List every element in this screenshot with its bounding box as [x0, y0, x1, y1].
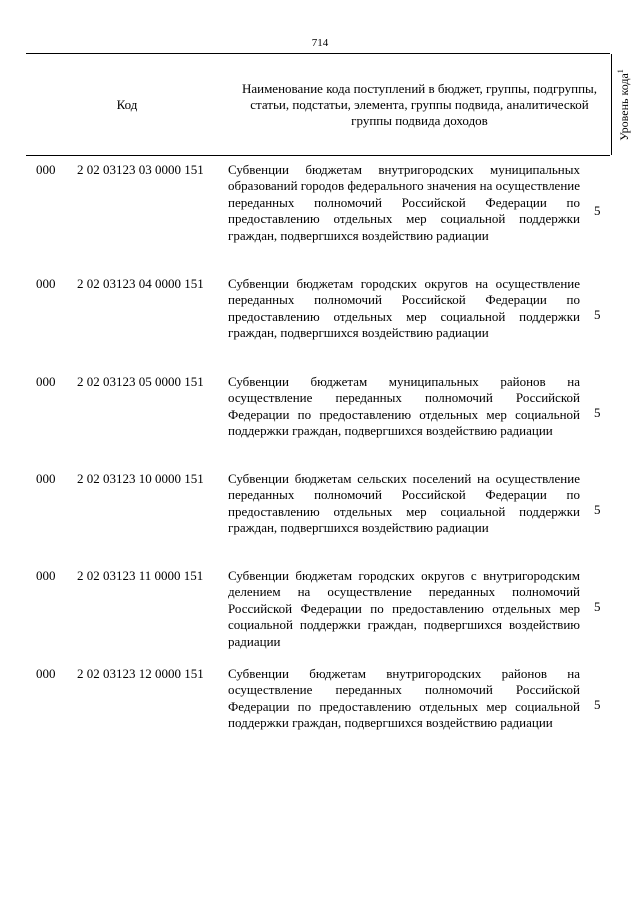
admin-code: 000: [36, 666, 56, 681]
header-level-text: Уровень кода: [616, 72, 631, 141]
code-level: 5: [594, 502, 601, 517]
header-level-label: [616, 69, 632, 141]
income-code: 2 02 03123 05 0000 151: [77, 374, 204, 389]
income-code: 2 02 03123 03 0000 151: [77, 162, 204, 177]
code-level: 5: [594, 599, 601, 614]
page-number: 714: [311, 37, 329, 49]
income-name: Субвенции бюджетам муниципальных районов на осуществление переданных полномочий Российской Федерации по предоставлению отдельных мер социальной поддержки граждан, подвергшихся воздействию радиации: [228, 374, 580, 439]
admin-code: 000: [36, 568, 56, 583]
table-header: [26, 53, 631, 156]
income-code: 2 02 03123 04 0000 151: [77, 276, 204, 291]
admin-code: 000: [36, 276, 56, 291]
code-level: 5: [594, 307, 601, 322]
admin-code: 000: [36, 162, 56, 177]
code-level: 5: [594, 203, 601, 218]
income-name: Субвенции бюджетам сельских поселений на осуществление переданных полномочий Российской Федерации по предоставлению отдельных мер социальной поддержки граждан, подвергшихся воздействию радиации: [228, 471, 580, 536]
income-name: Субвенции бюджетам внутригородских муниципальных образований городов федерального значения на осуществление переданных полномочий Российской Федерации по предоставлению отдельных мер социальной поддержки граждан, подвергшихся воздействию радиации: [228, 162, 581, 243]
income-name: Субвенции бюджетам внутригородских районов на осуществление переданных полномочий Российской Федерации по предоставлению отдельных мер социальной поддержки граждан, подвергшихся воздействию радиации: [228, 666, 580, 731]
income-name: Субвенции бюджетам городских округов с внутригородским делением на осуществление переданных полномочий Российской Федерации по предоставлению отдельных мер социальной поддержки граждан, подвергшихся воздействию радиации: [228, 568, 580, 649]
income-code: 2 02 03123 12 0000 151: [77, 666, 204, 681]
income-name: Субвенции бюджетам городских округов на осуществление переданных полномочий Российской Федерации по предоставлению отдельных мер социальной поддержки граждан, подвергшихся воздействию радиации: [228, 276, 580, 341]
header-code: Код: [116, 96, 138, 112]
admin-code: 000: [36, 471, 56, 486]
income-code: 2 02 03123 10 0000 151: [77, 471, 204, 486]
footnote-marker: 1: [615, 68, 625, 73]
code-level: 5: [594, 697, 601, 712]
header-name: Наименование кода поступлений в бюджет, группы, подгруппы, статьи, подстатьи, элемента, группы подвида, аналитической группы подвида доходов: [241, 80, 598, 128]
admin-code: 000: [36, 374, 56, 389]
income-code: 2 02 03123 11 0000 151: [77, 568, 204, 583]
code-level: 5: [594, 405, 601, 420]
header-level: [611, 54, 635, 155]
